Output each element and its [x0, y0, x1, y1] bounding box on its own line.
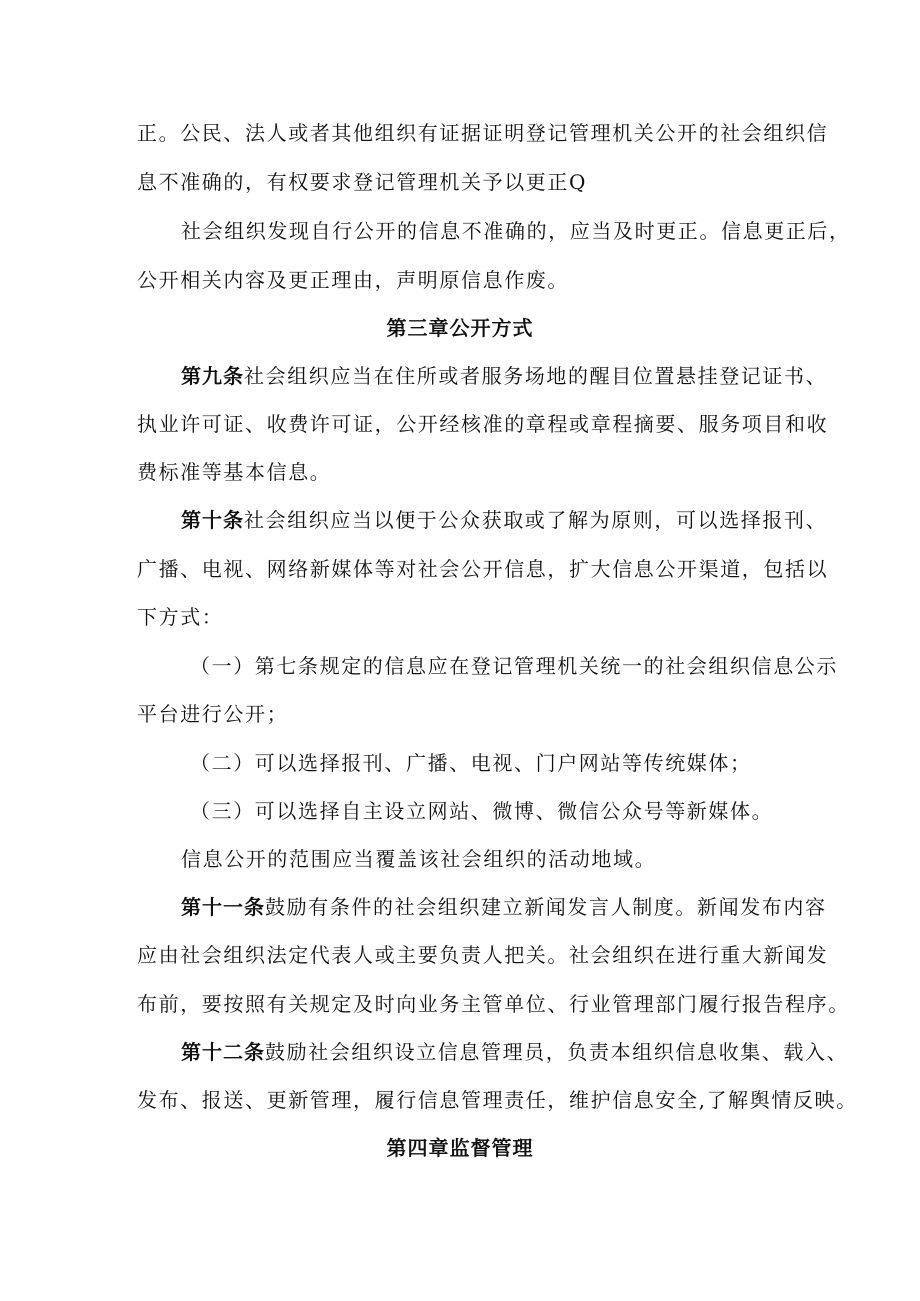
list-item: （一）第七条规定的信息应在登记管理机关统一的社会组织信息公示	[190, 654, 838, 678]
article-12-line: 发布、报送、更新管理，履行信息管理责任，维护信息安全,了解舆情反映。	[137, 1088, 858, 1112]
article-number: 第十一条	[181, 895, 265, 919]
paragraph-line: 正。公民、法人或者其他组织有证据证明登记管理机关公开的社会组织信	[137, 121, 829, 145]
article-text: 鼓励社会组织设立信息管理员，负责本组织信息收集、载入、	[265, 1040, 849, 1064]
article-9-line: 执业许可证、收费许可证，公开经核准的章程或章程摘要、服务项目和收	[137, 412, 829, 436]
article-number: 第十二条	[181, 1040, 265, 1064]
article-11-line: 布前，要按照有关规定及时向业务主管单位、行业管理部门履行报告程序。	[137, 992, 850, 1016]
article-text: 社会组织应当以便于公众获取或了解为原则，可以选择报刊、	[244, 508, 828, 532]
paragraph-line: 社会组织发现自行公开的信息不准确的，应当及时更正。信息更正后，	[181, 219, 851, 243]
article-10-line: 下方式：	[137, 605, 224, 629]
paragraph-line: 信息公开的范围应当覆盖该社会组织的活动地域。	[181, 847, 657, 871]
paragraph-line: 息不准确的，有权要求登记管理机关予以更正Q	[137, 170, 587, 194]
list-item: （二）可以选择报刊、广播、电视、门户网站等传统媒体；	[190, 751, 752, 775]
article-9-line	[181, 364, 841, 388]
article-number: 第十条	[181, 508, 244, 532]
article-9-line: 费标准等基本信息。	[137, 460, 332, 484]
article-text: 鼓励有条件的社会组织建立新闻发言人制度。新闻发布内容	[265, 895, 827, 919]
chapter-heading: 第四章监督管理	[386, 1136, 534, 1160]
article-number: 第九条	[181, 364, 244, 388]
article-10-line	[181, 508, 841, 532]
paragraph-line: 公开相关内容及更正理由，声明原信息作废。	[137, 268, 569, 292]
article-text: 社会组织应当在住所或者服务场地的醒目位置悬挂登记证书、	[244, 364, 828, 388]
list-item: 平台进行公开；	[137, 702, 289, 726]
chapter-heading: 第三章公开方式	[386, 316, 534, 340]
article-10-line: 广播、电视、网络新媒体等对社会公开信息，扩大信息公开渠道，包括以	[137, 557, 829, 581]
article-12-line	[181, 1040, 849, 1064]
list-item: （三）可以选择自主设立网站、微博、微信公众号等新媒体。	[190, 799, 774, 823]
article-11-line	[181, 895, 841, 919]
article-11-line: 应由社会组织法定代表人或主要负责人把关。社会组织在进行重大新闻发	[137, 943, 829, 967]
